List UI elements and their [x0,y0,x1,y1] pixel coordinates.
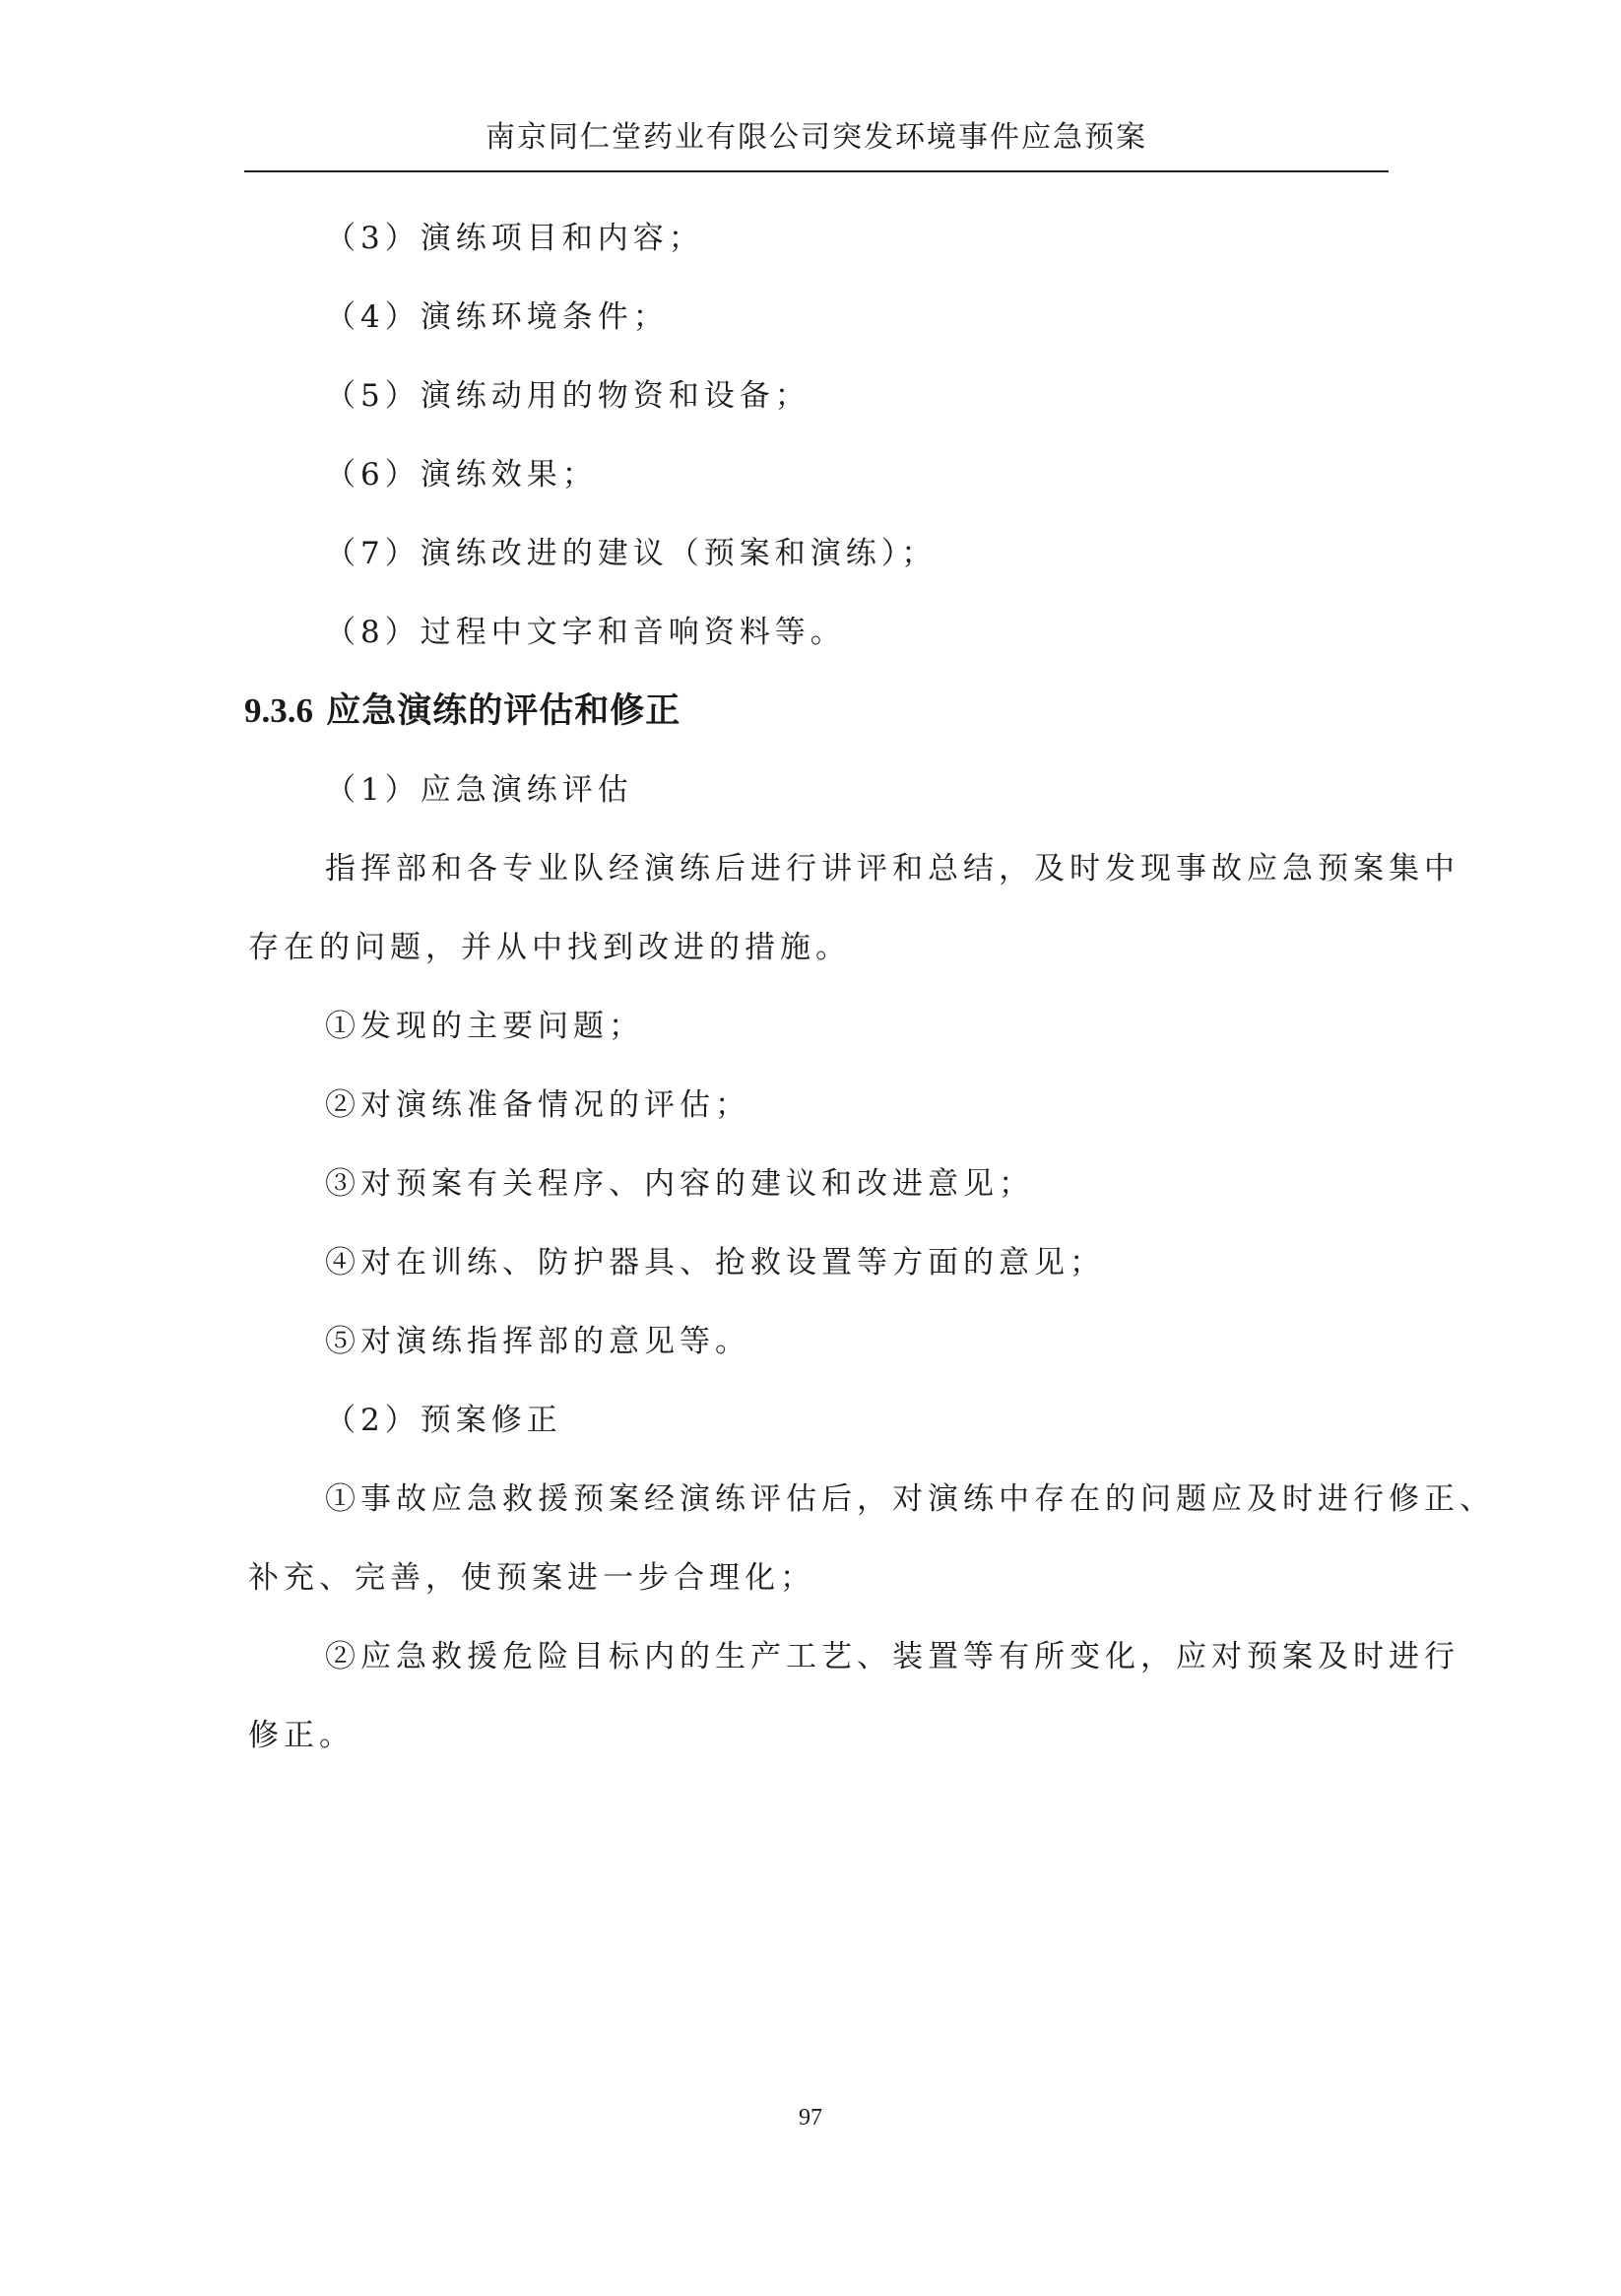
running-header-title: 南京同仁堂药业有限公司突发环境事件应急预案 [486,120,1147,155]
list-item: （3）演练项目和内容； [325,221,704,256]
list-item: （8）过程中文字和音响资料等。 [325,615,846,650]
subheading-evaluation: （1）应急演练评估 [325,772,633,808]
list-item: （5）演练动用的物资和设备； [325,378,810,414]
section-title: 应急演练的评估和修正 [326,690,681,731]
page-number: 97 [799,2105,822,2131]
paragraph-line: 指挥部和各专业队经演练后进行讲评和总结，及时发现事故应急预案集中 [325,851,1459,886]
subheading-revision: （2）预案修正 [325,1403,562,1438]
evaluation-item: ①发现的主要问题； [325,1009,644,1044]
evaluation-item: ④对在训练、防护器具、抢救设置等方面的意见； [325,1245,1105,1280]
header-divider [244,170,1389,172]
section-heading [244,688,681,735]
revision-item-line: ②应急救援危险目标内的生产工艺、装置等有所变化，应对预案及时进行 [325,1639,1459,1674]
evaluation-item: ⑤对演练指挥部的意见等。 [325,1324,750,1359]
list-item: （6）演练效果； [325,457,598,492]
list-item: （4）演练环境条件； [325,299,669,335]
revision-item-line: 补充、完善，使预案进一步合理化； [248,1560,815,1596]
revision-item-line: ①事故应急救援预案经演练评估后，对演练中存在的问题应及时进行修正、 [325,1481,1495,1517]
paragraph-line: 存在的问题，并从中找到改进的措施。 [248,930,851,965]
evaluation-item: ②对演练准备情况的评估； [325,1087,750,1123]
section-number: 9.3.6 [244,691,313,730]
list-item: （7）演练改进的建议（预案和演练）； [325,536,938,571]
revision-item-line: 修正。 [248,1718,355,1753]
evaluation-item: ③对预案有关程序、内容的建议和改进意见； [325,1166,1034,1202]
